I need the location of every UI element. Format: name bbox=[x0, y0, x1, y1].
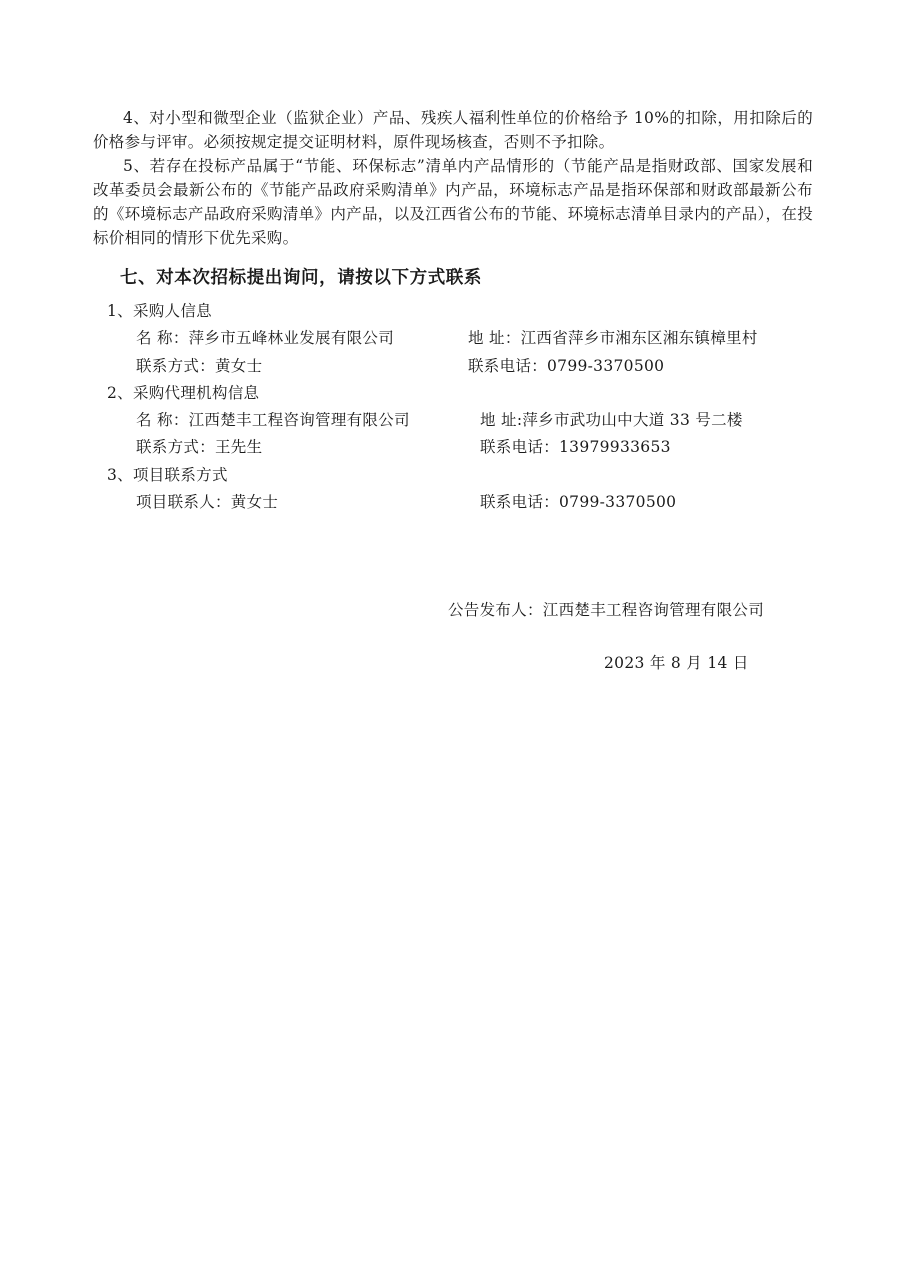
agency-address: 地 址:萍乡市武功山中大道 33 号二楼 bbox=[480, 411, 743, 429]
purchaser-name: 名 称：萍乡市五峰林业发展有限公司 bbox=[136, 329, 395, 347]
publish-date: 2023 年 8 月 14 日 bbox=[604, 654, 749, 672]
agency-contact: 联系方式：王先生 bbox=[136, 438, 263, 456]
purchaser-title: 1、采购人信息 bbox=[107, 302, 212, 320]
agency-title: 2、采购代理机构信息 bbox=[107, 384, 260, 402]
project-phone: 联系电话：0799-3370500 bbox=[480, 493, 677, 511]
section-heading: 七、对本次招标提出询问，请按以下方式联系 bbox=[120, 268, 482, 288]
purchaser-phone: 联系电话：0799-3370500 bbox=[468, 357, 665, 375]
paragraph-item-5: 5、若存在投标产品属于“节能、环保标志”清单内产品情形的（节能产品是指财政部、国家发展和改革委员会最新公布的《节能产品政府采购清单》内产品，环境标志产品是指环保部和财政部最新公布的《环境标志产品政府采购清单》内产品，以及江西省公布的节能、环境标志清单目录内的产品），在投标价相同的情形下优先采购。 bbox=[93, 157, 813, 247]
agency-phone: 联系电话：13979933653 bbox=[480, 438, 671, 456]
purchaser-address: 地 址：江西省萍乡市湘东区湘东镇樟里村 bbox=[468, 329, 758, 347]
paragraph-item-4: 4、对小型和微型企业（监狱企业）产品、残疾人福利性单位的价格给予 10%的扣除，用扣除后的价格参与评审。必须按规定提交证明材料，原件现场核查，否则不予扣除。 bbox=[93, 109, 813, 151]
purchaser-contact: 联系方式：黄女士 bbox=[136, 357, 263, 375]
project-title: 3、项目联系方式 bbox=[107, 466, 228, 484]
agency-name: 名 称：江西楚丰工程咨询管理有限公司 bbox=[136, 411, 410, 429]
publisher-line: 公告发布人：江西楚丰工程咨询管理有限公司 bbox=[448, 601, 765, 619]
project-contact: 项目联系人：黄女士 bbox=[136, 493, 279, 511]
